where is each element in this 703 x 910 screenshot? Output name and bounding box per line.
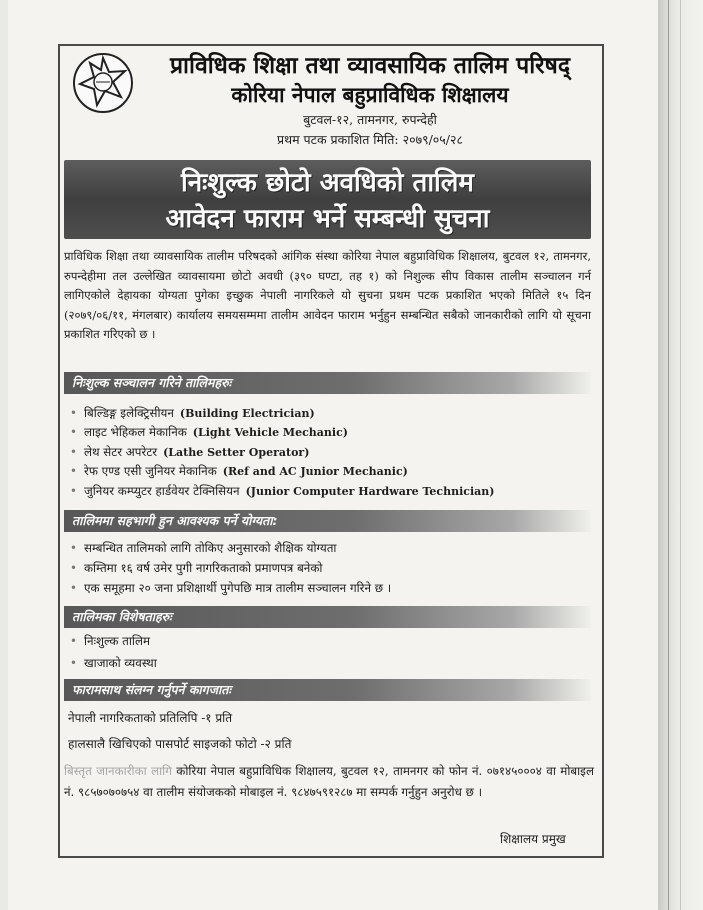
list-item: • बिल्डिङ्ग इलेक्ट्रिसीयन (Building Electrician) — [70, 406, 315, 420]
notice-title-banner — [64, 160, 591, 239]
features-heading: तालिमका विशेषताहरुः — [72, 609, 172, 624]
org-name: प्राविधिक शिक्षा तथा व्यावसायिक तालिम परिषद् — [169, 53, 571, 79]
list-item: • कम्तिमा १६ वर्ष उमेर पुगी नागरिकताको प्रमाणपत्र बनेको — [70, 561, 323, 575]
intro-paragraph: प्राविधिक शिक्षा तथा व्यावसायिक तालीम परिषदको आंगिक संस्था कोरिया नेपाल बहुप्राविधिक शिक्षालय, बुटवल १२, तामनगर, रुपन्देहीमा तल उल्लेखित व्यावसायमा छोटो अवधी (३९० घण्टा, तह १) को निशुल्क सीप विकास तालीम सञ्चालन गर्न लागिएकोले देहायका योग्यता पुगेका इच्छुक नेपाली नागरिकले यो सुचना प्रथम पटक प्रकाशित भएको मितिले १५ दिन (२०७९/०६/११, मंगलबार) कार्यालय समयसम्ममा तालीम आवेदन फाराम भर्नुहुन सम्बन्धित सबैको जानकारीको लागि यो सूचना प्रकाशित गरिएको छ । — [64, 249, 591, 342]
eligibility-heading-bar — [64, 510, 591, 532]
eligibility-list — [68, 538, 598, 598]
published-date: प्रथम पटक प्रकाशित मिति: २०७९/०५/२८ — [277, 132, 463, 147]
features-list — [68, 630, 598, 674]
nepal-government-emblem-icon — [72, 52, 134, 114]
list-item: • लाइट भेहिकल मेकानिक (Light Vehicle Mechanic) — [70, 425, 348, 440]
documents-heading: फारामसाथ संलग्न गर्नुपर्ने कागजातः — [72, 682, 231, 697]
eligibility-heading: तालिममा सहभागी हुन आवश्यक पर्ने योग्यता: — [72, 513, 278, 528]
list-item: • लेथ सेटर अपरेटर (Lathe Setter Operator) — [70, 444, 310, 459]
documents-heading-bar — [64, 679, 591, 701]
banner-line-1: निःशुल्क छोटो अवधिको तालिम — [181, 168, 474, 198]
trainings-heading: निःशुल्क सञ्चालन गरिने तालिमहरुः — [72, 375, 232, 390]
document-item-citizenship: नेपाली नागरिकताको प्रतिलिपि -१ प्रति — [68, 711, 233, 725]
trainings-list — [68, 404, 598, 501]
banner-line-2: आवेदन फाराम भर्ने सम्बन्धी सुचना — [165, 204, 490, 234]
signoff: शिक्षालय प्रमुख — [500, 832, 566, 846]
school-name: कोरिया नेपाल बहुप्राविधिक शिक्षालय — [231, 83, 509, 107]
page-edge-shadow — [658, 0, 703, 910]
list-item: • एक समूहमा २० जना प्रशिक्षार्थी पुगेपछि मात्र तालीम सञ्चालन गरिने छ । — [70, 581, 392, 595]
contact-text: कोरिया नेपाल बहुप्राविधिक शिक्षालय, बुटवल १२, तामनगर को फोन नं. ०७१४५०००४ वा मोबाइल नं. ९८५७०७०७५४ वा तालीम संयोजकको मोबाइल नं. ९८४७५९१२८७ मा सम्पर्क गर्नुहुन अनुरोध छ । — [64, 764, 594, 799]
list-item: • निःशुल्क तालिम — [70, 634, 151, 648]
list-item: • जुनियर कम्प्युटर हार्डवेयर टेक्निसियन (Junior Computer Hardware Technician) — [70, 483, 495, 498]
school-address: बुटवल-१२, तामनगर, रुपन्देही — [303, 112, 437, 127]
document-item-photo: हालसालै खिचिएको पासपोर्ट साइजको फोटो -२ प्रति — [68, 737, 292, 751]
list-item: • सम्बन्धित तालिमको लागि तोकिए अनुसारको शैक्षिक योग्यता — [70, 541, 337, 555]
features-heading-bar — [64, 606, 591, 628]
list-item: • रेफ एण्ड एसी जुनियर मेकानिक (Ref and AC Junior Mechanic) — [70, 464, 408, 479]
contact-lead: बिस्तृत जानकारीका लागि — [64, 764, 172, 778]
contact-paragraph — [64, 761, 594, 802]
trainings-heading-bar — [64, 372, 591, 394]
list-item: • खाजाको व्यवस्था — [70, 656, 157, 670]
